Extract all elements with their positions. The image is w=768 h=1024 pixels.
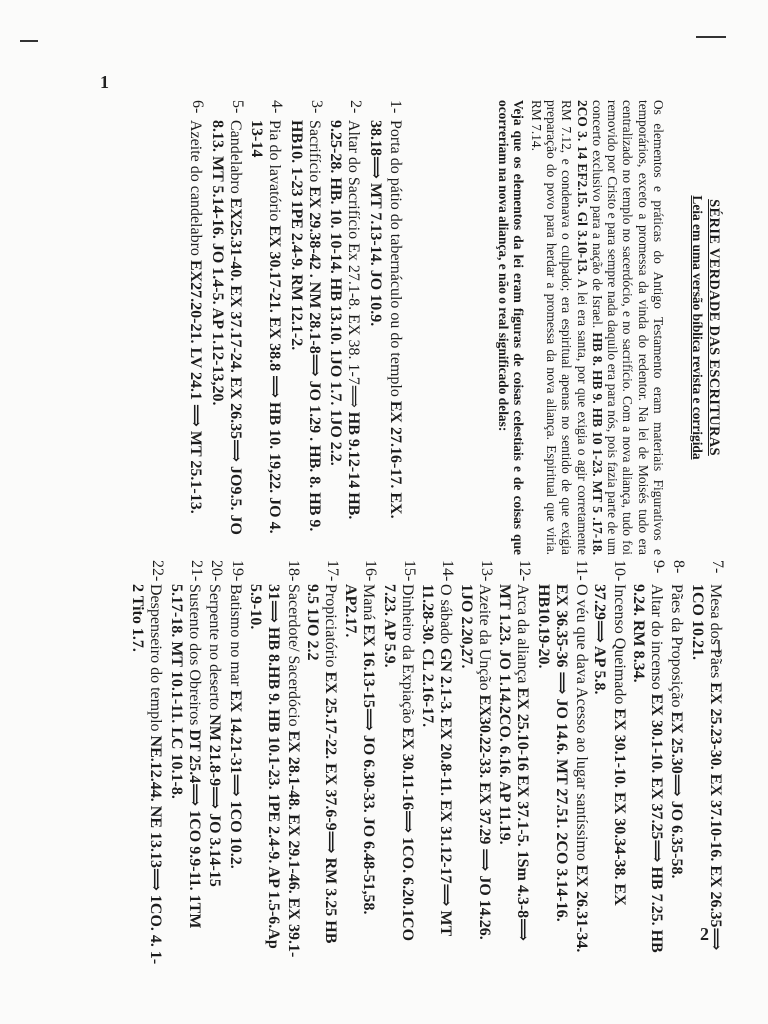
intro-refs: HB 8. HB 9. HB 10 1-23. MT 5 .17-18. 2CO 3. 14 EF2.15. Gl 3.10-13. xyxy=(574,100,605,556)
item-refs: GN 2.1-3. EX 20.8-11. EX 31.12-17⟹ MT 11.28-30. CL 2.16-17. xyxy=(419,584,455,936)
item-text: Arca da aliança xyxy=(514,584,532,684)
item-number: 16- xyxy=(362,560,380,582)
list-item xyxy=(366,100,404,555)
item-refs: EX 25.17-22. EX 37.6-9⟹ RM 3.25 HB 9.5 1JO 2.2 xyxy=(304,584,339,944)
item-number: 10- xyxy=(611,560,629,582)
item-refs: EX 30.1-10. EX 37.25⟹ HB 7.25. HB 9.24. RM 8.34. xyxy=(630,584,665,953)
right-item-list xyxy=(128,560,726,965)
item-text: Maná xyxy=(360,584,378,621)
list-item xyxy=(187,100,207,555)
item-text: O sábado xyxy=(437,584,455,644)
item-number: 6- xyxy=(189,100,207,114)
list-item xyxy=(668,560,688,965)
item-number: 8- xyxy=(670,560,688,574)
list-item xyxy=(248,100,286,555)
list-item xyxy=(206,560,226,965)
item-refs: EX 30.1-10. EX 30.34-38. EX 37.29⟹ AP 5.8. xyxy=(591,584,629,906)
item-number: 13- xyxy=(478,560,495,582)
document-subtitle: Leia em uma versão bíblica revista e corrigida xyxy=(690,195,705,460)
list-item xyxy=(226,560,246,965)
item-text: Candelabro xyxy=(227,120,244,194)
item-text: Propiciatório xyxy=(322,584,339,668)
item-number: 11- xyxy=(573,560,590,581)
item-number: 3- xyxy=(308,100,325,114)
item-refs: HB 9.12-14 HB. 9.25-28. HB. 10. 10-14. HB 13.10. 1JO 1.7. 1JO 2.2. xyxy=(327,120,363,520)
list-item xyxy=(342,560,380,965)
item-text: Porta do pátio do tabernáculo ou do templo xyxy=(387,120,404,397)
item-number: 4- xyxy=(268,100,286,114)
item-refs: EX 27.16-17. EX. 38.18⟹ MT 7.13-14. JO 10.9. xyxy=(367,120,404,519)
page-number-top: 1 xyxy=(100,72,109,92)
item-number: 17- xyxy=(324,560,341,582)
item-text: Pia do lavatório xyxy=(266,120,284,222)
item-refs: EX 16.13-15⟹ JO 6.30-33. JO 6.48-51,58. AP2.17. xyxy=(342,584,378,915)
item-number: 9- xyxy=(650,560,667,574)
item-number: 15- xyxy=(401,560,418,582)
item-number: 12- xyxy=(516,560,534,582)
item-text: Sustento dos Obreiros xyxy=(186,584,203,726)
item-number: 14- xyxy=(439,560,457,582)
list-item xyxy=(629,560,667,965)
left-item-list xyxy=(185,100,404,555)
item-number: 22- xyxy=(149,560,167,582)
item-refs: EX27.20-21. LV 24.1 ⟹ MT 25.1-13. xyxy=(187,259,205,514)
item-refs: NE.12.44. NE 13.13⟹ 1CO. 4. 1-2 Tito 1.7. xyxy=(129,584,165,965)
intro-highlight: Veja que os elementos da lei eram figuras de coisas celestiais e de coisas que ocorreriam na nova aliança, e não o real significado delas: xyxy=(496,100,527,555)
item-refs: EX 30.11-16⟹ 1CO. 6.20.1CO 7.23. AP 5.9. xyxy=(381,584,416,942)
list-item xyxy=(129,560,167,965)
item-text: Incenso Queimado xyxy=(611,584,629,705)
item-refs: EX 29.38-42 . NM 28.1-8⟹ JO 1.29 . HB. 8. HB 9. HB10. 1-23 1PE 2.4-9. RM 12.1-2. xyxy=(288,120,323,532)
item-refs: EX25.31-40. EX 37.17-24. EX 26.35⟹ JO9.5. JO 8.13. MT 5.14-16. JO 1.4-5. AP 1.12-13,20. xyxy=(209,120,244,535)
item-text: Despenseiro do templo xyxy=(147,584,165,732)
item-text: Altar do Sacrifício Ex 27.1-8. EX 38. 1-7⟹ xyxy=(345,120,363,408)
item-refs: EX 14.21-31⟹ 1CO 10.2. xyxy=(227,690,244,869)
item-number: 18- xyxy=(285,560,303,582)
item-refs: EX 25.10-16 EX 37.1-5. 1Sm 4.3-8⟹ MT 1.23. JO 1.14.2CO. 6.16. AP 11.19. xyxy=(496,584,532,942)
item-number: 2- xyxy=(347,100,365,114)
document-title: SÉRIE VERDADE DAS ESCRITURAS xyxy=(706,199,722,456)
list-item xyxy=(167,560,205,965)
item-refs: EX 26.31-34. EX 36.35-36 ⟹ JO 14.6. MT 27.51. 2CO 3.14-16. HB10.19-20. xyxy=(535,584,590,953)
item-text: Batismo no mar xyxy=(227,584,244,687)
item-text: Sacrifício xyxy=(306,120,323,183)
list-item xyxy=(327,100,365,555)
item-refs: DT 25.4⟹ 1CO 9.9-11. 1TM 5.17-18. MT 10.1-11. LC 10.1-8. xyxy=(168,584,203,929)
intro-paragraph xyxy=(496,100,666,555)
list-item xyxy=(380,560,418,965)
page-number-bottom: 2 xyxy=(700,924,709,944)
item-text: Azeite do candelabro xyxy=(187,120,205,256)
list-item xyxy=(591,560,629,965)
list-item xyxy=(688,560,726,965)
list-item xyxy=(208,100,246,555)
item-refs: EX 30.17-21. EX 38.8 ⟹ HB 10. 19,22. JO 4. 13-14 xyxy=(248,120,284,534)
list-item xyxy=(287,100,325,555)
item-number: 20- xyxy=(208,560,226,582)
item-text: Serpente no deserto xyxy=(206,584,224,711)
list-item xyxy=(496,560,534,965)
item-refs: EX 28.1-48. EX 29.1-46. EX 39.1-31⟹ HB 8.HB 9. HB 10.1-23. 1PE 2.4-9. AP 1.5-6.Ap 5.9-10. xyxy=(247,584,303,958)
list-item xyxy=(534,560,590,965)
item-refs: EX 25.30⟹ JO 6.35-58. xyxy=(668,711,686,879)
item-text: Azeite da Unção xyxy=(476,584,493,691)
item-number: 1- xyxy=(387,100,404,114)
list-item xyxy=(247,560,303,965)
list-item xyxy=(303,560,341,965)
item-number: 7- xyxy=(709,560,726,574)
item-number: 21- xyxy=(188,560,205,582)
item-text: O véu que dava Acesso ao lugar santíssimo xyxy=(573,584,590,861)
item-refs: EX 25.23-30. EX 37.10-16. EX 26.35⟹ 1CO 10.21. xyxy=(689,584,724,951)
item-refs: NM 21.8-9⟹ JO 3.14-15 xyxy=(206,714,224,887)
item-number: 5- xyxy=(229,100,246,114)
list-item xyxy=(457,560,495,965)
item-text: Sacerdote/ Sacerdócio xyxy=(285,584,303,727)
item-refs: EX30.22-33. EX 37.29 ⟹ JO 14.26. 1JO 2.20,27. xyxy=(458,584,493,940)
item-number: 19- xyxy=(229,560,246,582)
item-text: Altar do incenso xyxy=(648,584,665,690)
intro-text: Os elementos e práticas do Antigo Testamento eram materiais Figurativos e temporários, exceto a promessa da vinda do redentor. Na lei de Moisés tudo era centralizado no templo no sacerdócio, e no sacrifício. Com a nova aliança, tudo foi removido por Cristo e para sempre nada daquilo era para nós, pois fazia parte de um concerto exclusivo para a nação de Israel. xyxy=(589,100,666,555)
item-text: Mesa dos Pães xyxy=(707,584,724,679)
item-text: Pães da Proposição xyxy=(668,584,686,708)
intro-text-2: A lei era santa, por que exigia o agir corretamente RM 7.12, e condenava o culpado; era espiritual apenas no sentido de que exigia preparação do povo para herdar a promessa da nova aliança. Espiritual que viria. RM 7.14. xyxy=(528,100,590,555)
item-text: Dinheiro da Expiação xyxy=(399,584,416,724)
list-item xyxy=(419,560,457,965)
